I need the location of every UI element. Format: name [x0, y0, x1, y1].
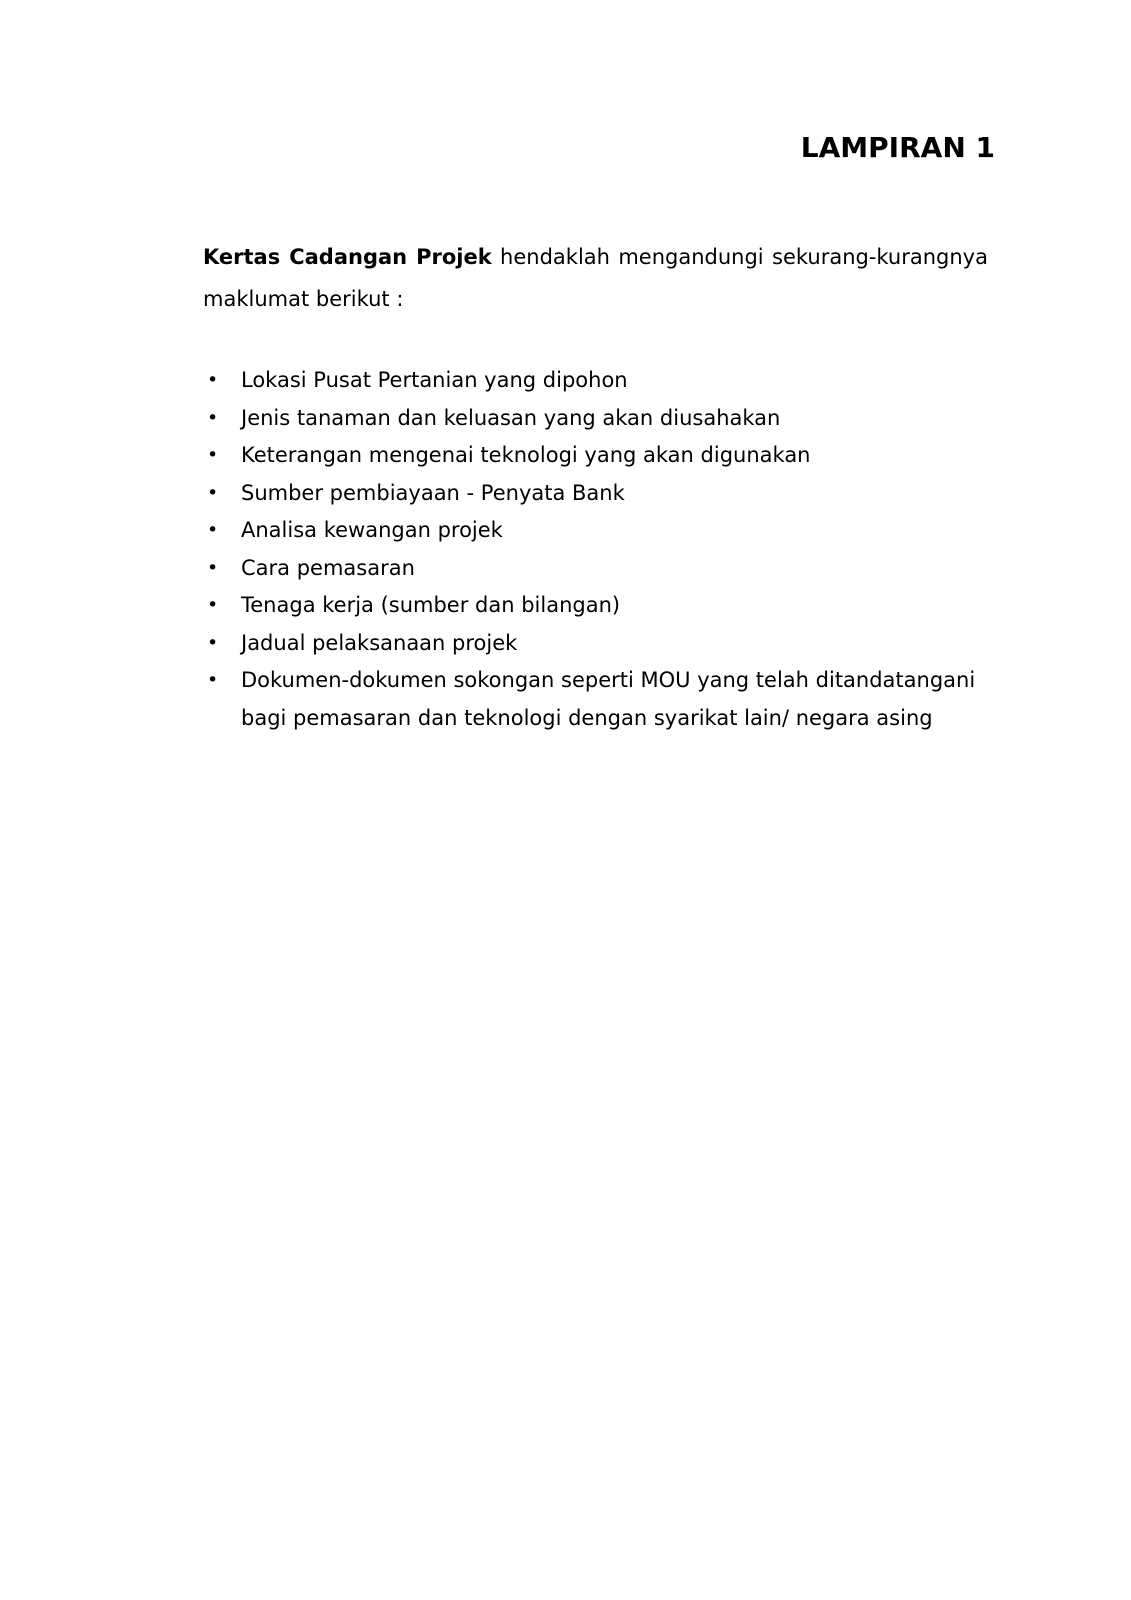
list-item-text: Dokumen-dokumen sokongan seperti MOU yang telah ditandatangani bagi pemasaran dan teknologi dengan syarikat lain/ negara asing — [241, 668, 976, 730]
list-item-text: Analisa kewangan projek — [241, 518, 503, 542]
intro-paragraph — [203, 236, 988, 320]
bullet-icon: • — [207, 556, 219, 579]
list-item-text: Keterangan mengenai teknologi yang akan digunakan — [241, 443, 811, 467]
bullet-icon: • — [207, 631, 219, 654]
list-item — [203, 625, 989, 663]
intro-line-2: maklumat berikut : — [203, 287, 404, 311]
list-item — [203, 437, 989, 475]
list-item — [203, 587, 989, 625]
list-item — [203, 550, 989, 588]
list-item-text: Jenis tanaman dan keluasan yang akan diusahakan — [241, 405, 781, 430]
bullet-icon: • — [207, 444, 219, 466]
bullet-icon: • — [207, 369, 219, 391]
list-item-text: Sumber pembiayaan - Penyata Bank — [241, 480, 625, 505]
requirements-list — [203, 362, 989, 737]
bullet-icon: • — [207, 519, 219, 541]
list-item-text: Lokasi Pusat Pertanian yang dipohon — [241, 368, 628, 392]
list-item-text: Cara pemasaran — [241, 555, 415, 580]
list-item — [203, 512, 989, 550]
intro-line1-rest: hendaklah mengandungi sekurang-kurangnya — [491, 245, 988, 269]
bullet-icon: • — [207, 669, 219, 691]
list-item-text: Tenaga kerja (sumber dan bilangan) — [241, 593, 621, 617]
bullet-icon: • — [207, 406, 219, 429]
list-item-text: Jadual pelaksanaan projek — [241, 630, 518, 655]
list-item — [203, 400, 989, 438]
list-item — [203, 662, 989, 737]
list-item — [203, 475, 989, 513]
list-item — [203, 362, 989, 400]
bullet-icon: • — [207, 481, 219, 504]
intro-lead-bold: Kertas Cadangan Projek — [203, 245, 492, 269]
intro-line-1 — [203, 236, 988, 278]
page-heading: LAMPIRAN 1 — [800, 131, 995, 164]
bullet-icon: • — [207, 594, 219, 616]
